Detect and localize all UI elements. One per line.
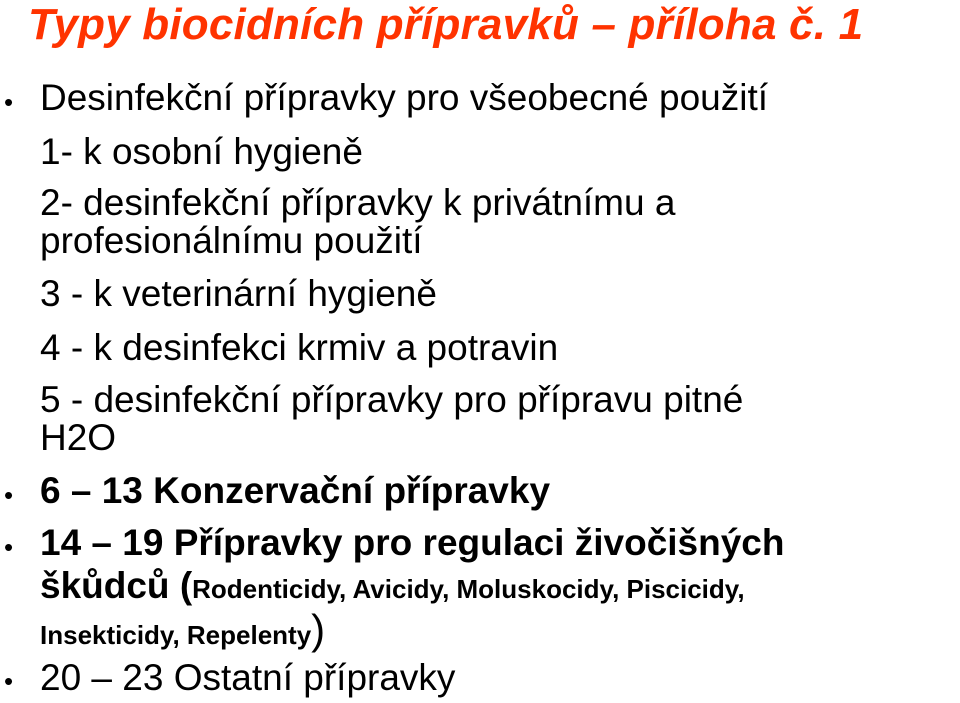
list-subitem-2-continued: profesionálnímu použití <box>40 220 423 261</box>
list-item-pest-control-continued-2 <box>40 608 325 657</box>
bullet-icon: • <box>4 666 14 696</box>
list-subitem-2: 2- desinfekční přípravky k privátnímu a <box>40 182 676 223</box>
list-item-pest-control: 14 – 19 Přípravky pro regulaci živočišných <box>40 522 785 563</box>
list-subitem-5-continued: H2O <box>40 417 117 458</box>
slide-title: Typy biocidních přípravků – příloha č. 1 <box>28 0 864 49</box>
list-item-other: 20 – 23 Ostatní přípravky <box>40 657 456 698</box>
list-item-pest-control-continued <box>40 564 745 611</box>
list-item-preservatives: 6 – 13 Konzervační přípravky <box>40 470 551 511</box>
bullet-icon: • <box>4 480 14 510</box>
pest-types: Rodenticidy, Avicidy, Moluskocidy, Piscicidy, <box>192 574 745 604</box>
list-subitem-5: 5 - desinfekční přípravky pro přípravu pitné <box>40 379 744 420</box>
list-subitem-3: 3 - k veterinární hygieně <box>40 273 437 314</box>
pest-types-2: Insekticidy, Repelenty <box>40 620 312 650</box>
list-item-general-disinfection: Desinfekční přípravky pro všeobecné použití <box>40 77 769 118</box>
closing-paren: ) <box>311 606 326 653</box>
bullet-icon: • <box>4 532 14 562</box>
list-subitem-1: 1- k osobní hygieně <box>40 131 363 172</box>
pest-word: škůdců ( <box>40 565 193 606</box>
bullet-icon: • <box>4 87 14 117</box>
list-subitem-4: 4 - k desinfekci krmiv a potravin <box>40 327 559 368</box>
